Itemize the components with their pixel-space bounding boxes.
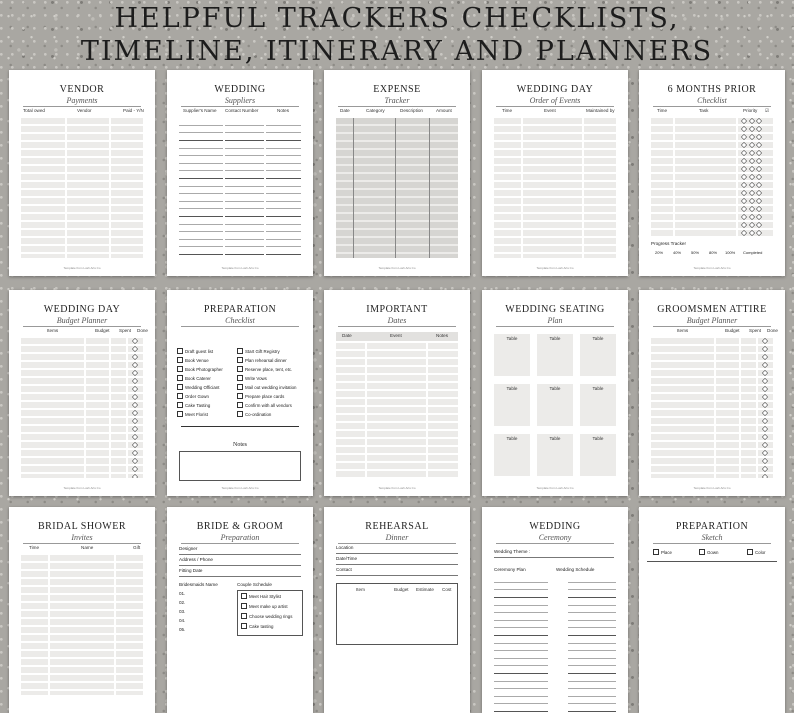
sketch-option: Place xyxy=(653,549,672,555)
bridesmaid-number: 04. xyxy=(179,618,186,623)
seating-table xyxy=(494,384,530,426)
column-header: Category xyxy=(366,108,385,113)
checklist-item: Confirm with all vendors xyxy=(237,402,292,408)
checklist-item: Reserve place, tent, etc. xyxy=(237,366,292,372)
table-grid xyxy=(494,118,616,258)
seating-table xyxy=(537,334,573,376)
address-field: Address / Phone xyxy=(179,557,301,566)
table-label: Table xyxy=(506,386,518,391)
table-label: Table xyxy=(592,336,604,341)
column-divider xyxy=(48,555,50,695)
column-headers xyxy=(19,328,148,336)
page-footer: Template from Lush Arts Co xyxy=(378,266,416,270)
date-time-field: Date/Time xyxy=(336,556,458,565)
priority-circle-icon xyxy=(756,118,762,238)
column-header: Time xyxy=(29,545,40,550)
page-title: 6 MONTHS PRIOR xyxy=(667,84,757,95)
page-title: VENDOR xyxy=(59,84,105,95)
page-footer: Template from Lush Arts Co xyxy=(221,486,259,490)
sketch-option: Gown xyxy=(699,549,718,555)
checkmark-icon: ☑ xyxy=(765,108,770,113)
column-header: Event xyxy=(390,333,402,338)
page-footer: Template from Lush Arts Co xyxy=(693,266,731,270)
page-subtitle: Preparation xyxy=(220,533,260,542)
done-circle-icon xyxy=(132,338,138,478)
column-header: Time xyxy=(502,108,513,113)
wedding-schedule-label: Wedding Schedule xyxy=(556,567,595,572)
column-header: Date xyxy=(340,108,350,113)
page-title: WEDDING xyxy=(529,521,581,532)
column-header: Priority xyxy=(743,108,758,113)
page-subtitle: Ceremony xyxy=(538,533,572,542)
progress-step: 80% xyxy=(709,250,718,255)
page-title: BRIDAL SHOWER xyxy=(37,521,127,532)
wedding-ceremony-page xyxy=(482,507,628,713)
column-header: Item xyxy=(356,587,365,592)
column-header: Budget xyxy=(394,587,409,592)
checklist-item: Start Gift Registry xyxy=(237,348,280,354)
title-divider xyxy=(653,106,771,107)
column-headers xyxy=(649,328,778,336)
checklist-item: Wedding Officiant xyxy=(177,384,220,390)
checklist-item: Order Gown xyxy=(177,393,209,399)
page-subtitle: Budget Planner xyxy=(686,316,738,325)
column-header: Spent xyxy=(119,328,132,333)
table-grid xyxy=(651,338,773,478)
rehearsal-dinner-page xyxy=(324,507,470,713)
table-grid xyxy=(336,118,458,258)
column-headers xyxy=(336,332,458,341)
schedule-lines xyxy=(568,575,616,713)
title-divider xyxy=(653,326,771,327)
progress-step: 100% xyxy=(725,250,736,255)
table-label: Table xyxy=(592,386,604,391)
column-divider xyxy=(264,118,266,258)
column-header: Maintained by xyxy=(586,108,615,113)
progress-tracker-label: Progress Tracker xyxy=(651,241,686,246)
seating-table xyxy=(537,384,573,426)
preparation-checklist-page xyxy=(167,290,313,496)
column-header: Vendor xyxy=(77,108,92,113)
column-divider xyxy=(673,118,675,238)
column-divider xyxy=(756,338,758,478)
sketch-area-divider xyxy=(647,561,777,562)
column-header: Notes xyxy=(436,333,449,338)
location-field: Location xyxy=(336,545,458,554)
plan-lines xyxy=(494,575,548,713)
bridesmaid-number: 03. xyxy=(179,609,186,614)
column-header: Budget xyxy=(95,328,110,333)
page-title: PREPARATION xyxy=(675,521,749,532)
title-divider xyxy=(338,106,456,107)
table-grid xyxy=(21,118,143,258)
page-subtitle: Invites xyxy=(71,533,93,542)
checklist-item: Mail out wedding invitation xyxy=(237,384,297,390)
seating-table xyxy=(580,334,616,376)
wedding-suppliers-page xyxy=(167,70,313,276)
column-divider xyxy=(582,118,584,258)
seating-table xyxy=(494,434,530,476)
column-header: Name xyxy=(81,545,94,550)
title-divider xyxy=(181,543,299,544)
column-divider xyxy=(429,118,430,258)
title-divider xyxy=(338,326,456,327)
page-footer: Template from Lush Arts Co xyxy=(536,486,574,490)
seating-table xyxy=(537,434,573,476)
contact-field: Contact xyxy=(336,567,458,576)
column-header: Budget xyxy=(725,328,740,333)
seating-table xyxy=(494,334,530,376)
seating-plan-page xyxy=(482,290,628,496)
title-divider xyxy=(23,106,141,107)
order-of-events-page xyxy=(482,70,628,276)
page-subtitle: Checklist xyxy=(697,96,727,105)
column-header: Contact Number xyxy=(225,108,259,113)
checklist-item: Meet Florist xyxy=(177,411,208,417)
column-header: Gift xyxy=(133,545,141,550)
column-header: Event xyxy=(544,108,556,113)
page-footer: Template from Lush Arts Co xyxy=(63,266,101,270)
column-divider xyxy=(223,118,225,258)
table-label: Table xyxy=(592,436,604,441)
column-divider xyxy=(109,118,111,258)
preparation-sketch-page xyxy=(639,507,785,713)
task-grid xyxy=(651,118,773,238)
sketch-option: Color xyxy=(747,549,766,555)
column-headers xyxy=(19,545,145,553)
table-label: Table xyxy=(549,436,561,441)
column-headers xyxy=(19,108,145,116)
page-subtitle: Order of Events xyxy=(529,96,581,105)
wedding-theme-field: Wedding Theme : xyxy=(494,549,614,558)
page-title: GROOMSMEN ATTIRE xyxy=(657,304,767,315)
column-divider xyxy=(736,118,738,238)
page-subtitle: Payments xyxy=(66,96,98,105)
done-circle-icon xyxy=(762,338,768,478)
table-grid xyxy=(179,118,301,258)
title-divider xyxy=(496,543,614,544)
fitting-date-field: Fitting Date xyxy=(179,568,301,577)
table-label: Table xyxy=(506,336,518,341)
column-header: Items xyxy=(47,328,59,333)
page-subtitle: Dates xyxy=(387,316,407,325)
page-footer: Template from Lush Arts Co xyxy=(536,266,574,270)
title-divider xyxy=(181,106,299,107)
page-title: REHEARSAL xyxy=(365,521,429,532)
bridal-shower-page xyxy=(9,507,155,713)
checklist-item: Write Vows xyxy=(237,375,267,381)
checklist-item: Draft guest list xyxy=(177,348,213,354)
table-grid xyxy=(336,343,458,478)
headline-line-1: HELPFUL TRACKERS CHECKLISTS, xyxy=(114,3,680,34)
column-divider xyxy=(521,118,523,258)
page-subtitle: Plan xyxy=(547,316,563,325)
column-header: Notes xyxy=(277,108,290,113)
column-headers xyxy=(492,108,618,116)
page-title: PREPARATION xyxy=(203,304,277,315)
progress-step: 40% xyxy=(673,250,682,255)
bridesmaids-label: Bridesmaids Name xyxy=(179,582,218,587)
bridesmaid-number: 05. xyxy=(179,627,186,632)
column-header: Date xyxy=(342,333,352,338)
priority-circle-icon xyxy=(741,118,747,238)
column-headers xyxy=(336,587,458,595)
checklist-item: Plan rehearsal dinner xyxy=(237,357,287,363)
column-divider xyxy=(353,118,354,258)
column-header: Paid - Y/N xyxy=(123,108,144,113)
progress-step: 20% xyxy=(655,250,664,255)
page-subtitle: Suppliers xyxy=(224,96,256,105)
column-divider xyxy=(739,338,741,478)
checklist-item: Cake Tasting xyxy=(177,402,210,408)
title-divider xyxy=(23,543,141,544)
column-header: Done xyxy=(137,328,148,333)
seating-table xyxy=(580,434,616,476)
checklist-item: Book Caterer xyxy=(177,375,211,381)
column-header: Time xyxy=(657,108,668,113)
column-divider xyxy=(109,338,111,478)
table-label: Table xyxy=(549,336,561,341)
page-footer: Template from Lush Arts Co xyxy=(221,266,259,270)
schedule-item: Choose wedding rings xyxy=(241,613,292,619)
notes-divider xyxy=(181,426,299,427)
title-divider xyxy=(496,326,614,327)
checklist-item: Book Photographer xyxy=(177,366,223,372)
progress-step: Completed xyxy=(743,250,763,255)
column-header: Spent xyxy=(749,328,762,333)
table-grid xyxy=(21,338,143,478)
column-divider xyxy=(714,338,716,478)
budget-planner-page xyxy=(9,290,155,496)
designer-field: Designer xyxy=(179,546,301,555)
column-divider xyxy=(84,338,86,478)
page-footer: Template from Lush Arts Co xyxy=(63,486,101,490)
column-divider xyxy=(65,118,67,258)
column-divider xyxy=(395,118,396,258)
six-months-prior-page xyxy=(639,70,785,276)
column-divider xyxy=(426,343,428,478)
schedule-item: Meet make up artist xyxy=(241,603,288,609)
table-label: Table xyxy=(549,386,561,391)
column-divider xyxy=(114,555,116,695)
column-header: Supplier's Name xyxy=(183,108,217,113)
bridesmaid-number: 02. xyxy=(179,600,186,605)
page-footer: Template from Lush Arts Co xyxy=(693,486,731,490)
page-footer: Template from Lush Arts Co xyxy=(378,486,416,490)
schedule-item: Cake tasting xyxy=(241,623,273,629)
title-divider xyxy=(653,543,771,544)
schedule-label: Couple Schedule xyxy=(237,582,272,587)
checklist-item: Prepare place cards xyxy=(237,393,284,399)
column-headers xyxy=(334,108,460,116)
checklist-item: Co-ordination xyxy=(237,411,271,417)
headline-line-2: TIMELINE, ITINERARY AND PLANNERS xyxy=(80,36,714,67)
title-divider xyxy=(338,543,456,544)
column-header: Amount xyxy=(436,108,452,113)
title-divider xyxy=(496,106,614,107)
page-subtitle: Sketch xyxy=(701,533,723,542)
page-title: EXPENSE xyxy=(373,84,421,95)
checklist-item: Book Venue xyxy=(177,357,209,363)
column-headers xyxy=(649,108,775,116)
page-title: WEDDING SEATING xyxy=(505,304,605,315)
expense-tracker-page xyxy=(324,70,470,276)
important-dates-page xyxy=(324,290,470,496)
bride-groom-page xyxy=(167,507,313,713)
table-grid xyxy=(21,555,143,695)
ceremony-plan-label: Ceremony Plan xyxy=(494,567,526,572)
page-title: WEDDING DAY xyxy=(43,304,121,315)
notes-box xyxy=(179,451,301,481)
column-divider xyxy=(365,343,367,478)
page-subtitle: Budget Planner xyxy=(56,316,108,325)
column-header: Total owed xyxy=(23,108,45,113)
page-title: WEDDING DAY xyxy=(516,84,594,95)
column-header: Task xyxy=(699,108,709,113)
column-header: Items xyxy=(677,328,689,333)
page-title: WEDDING xyxy=(214,84,266,95)
vendor-payments-page xyxy=(9,70,155,276)
page-subtitle: Dinner xyxy=(385,533,409,542)
column-divider xyxy=(126,338,128,478)
column-header: Estimate xyxy=(416,587,434,592)
column-headers xyxy=(177,108,303,116)
page-subtitle: Checklist xyxy=(225,316,255,325)
groomsmen-attire-page xyxy=(639,290,785,496)
seating-table xyxy=(580,384,616,426)
page-title: BRIDE & GROOM xyxy=(196,521,284,532)
title-divider xyxy=(23,326,141,327)
priority-circle-icon xyxy=(749,118,755,238)
page-title: IMPORTANT xyxy=(366,304,428,315)
progress-step: 50% xyxy=(691,250,700,255)
title-divider xyxy=(181,326,299,327)
page-subtitle: Tracker xyxy=(384,96,410,105)
column-header: Done xyxy=(767,328,778,333)
column-header: Cost xyxy=(442,587,452,592)
notes-label: Notes xyxy=(233,442,247,448)
schedule-item: Meet Hair Stylist xyxy=(241,593,281,599)
table-label: Table xyxy=(506,436,518,441)
column-header: Description xyxy=(400,108,423,113)
bridesmaid-number: 01. xyxy=(179,591,186,596)
